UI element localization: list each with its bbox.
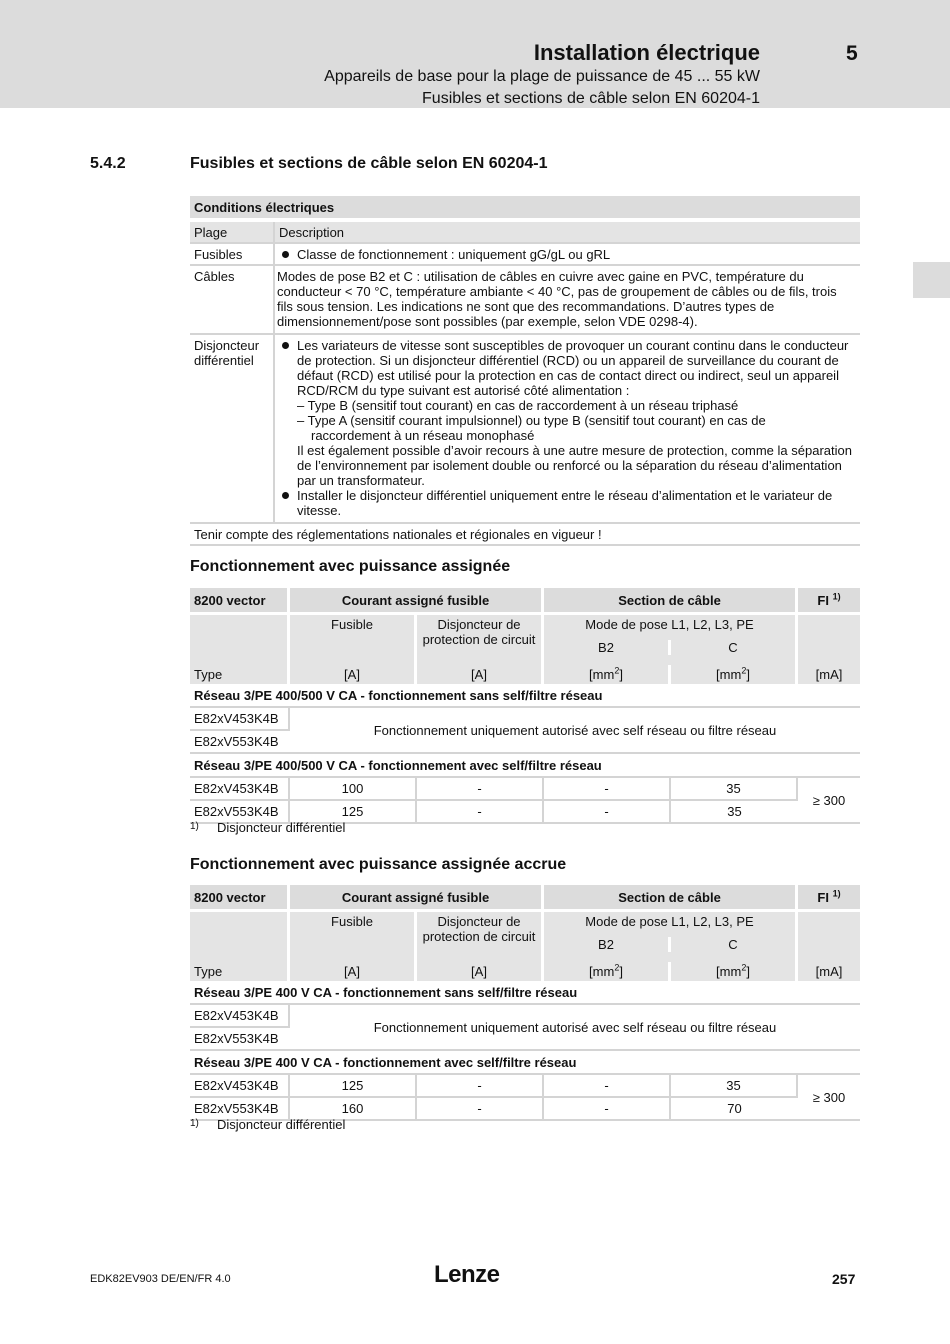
subhead-mode [544, 912, 798, 962]
unit-type: Type [190, 912, 290, 981]
subhead-breaker-label: Disjoncteur de protection de circuit [422, 914, 536, 944]
footnote-text: Disjoncteur différentiel [217, 820, 346, 835]
col-description: Description [275, 222, 860, 244]
unit-a: [A] [290, 665, 417, 684]
unit-sq: 2 [614, 665, 620, 676]
unit-a: [A] [290, 962, 417, 981]
unit-a: [A] [417, 962, 544, 981]
type-cell: E82xV553K4B [190, 801, 290, 824]
c-cell: 70 [671, 1098, 798, 1121]
conditions-table [190, 196, 860, 546]
unit-ma: [mA] [798, 665, 860, 684]
table-heading: Fonctionnement avec puissance assignée accrue [190, 856, 567, 873]
b2-cell: - [544, 778, 671, 801]
unit-mm2 [544, 962, 671, 981]
bullet-item: Installer le disjoncteur différentiel uniquement entre le réseau d’alimentation et le variateur de vitesse. [279, 488, 856, 518]
fi-cell: ≥ 300 [798, 1075, 860, 1121]
unit-bracket: ] [746, 964, 750, 979]
fuse-table-increased [190, 885, 860, 1121]
unit-mm-text: [mm [589, 964, 615, 979]
header-subtitle-2: Fusibles et sections de câble selon EN 60204-1 [422, 90, 760, 107]
breaker-cell: - [417, 801, 544, 824]
subhead-breaker-label: Disjoncteur de protection de circuit [422, 617, 536, 647]
subhead-fi-blank [798, 615, 860, 665]
subhead-mode-label: Mode de pose L1, L2, L3, PE [585, 617, 754, 632]
footnote-mark: 1) [190, 821, 199, 832]
lenze-logo: Lenze [434, 1261, 500, 1288]
unit-type: Type [190, 615, 290, 684]
page-number: 257 [832, 1271, 856, 1287]
row-rcd [190, 335, 860, 524]
col-fuse-current: Courant assigné fusible [290, 885, 544, 912]
subhead-b2: B2 [598, 937, 614, 952]
subhead-fi-blank [798, 912, 860, 962]
unit-ma: [mA] [798, 962, 860, 981]
document-id: EDK82EV903 DE/EN/FR 4.0 [90, 1273, 231, 1285]
subhead-b2: B2 [598, 640, 614, 655]
row-label [190, 335, 275, 524]
c-cell: 35 [671, 778, 798, 801]
row-fusibles [190, 244, 860, 266]
col-8200-vector: 8200 vector [190, 885, 290, 912]
unit-mm2 [544, 665, 671, 684]
fuse-table-rated [190, 588, 860, 824]
row-cables [190, 266, 860, 335]
fi-footnote-mark: 1) [832, 888, 841, 899]
rcd-label-line: différentiel [194, 353, 254, 368]
footnote-text: Disjoncteur différentiel [217, 1117, 346, 1132]
unit-sq: 2 [741, 665, 747, 676]
bullet-item: Classe de fonctionnement : uniquement gG/gL ou gRL [279, 247, 856, 262]
section-title: Fusibles et sections de câble selon EN 60204-1 [190, 155, 548, 172]
rcd-label-line: Disjoncteur [194, 338, 260, 353]
subhead-fuse-label: Fusible [331, 617, 373, 632]
chapter-number: 5 [846, 42, 858, 65]
unit-bracket: ] [746, 667, 750, 682]
col-cable-section: Section de câble [544, 588, 798, 615]
c-cell: 35 [671, 801, 798, 824]
fi-label: FI [817, 592, 829, 608]
fi-cell: ≥ 300 [798, 778, 860, 824]
subhead-fuse-label: Fusible [331, 914, 373, 929]
group-header: Réseau 3/PE 400/500 V CA - fonctionnement avec self/filtre réseau [190, 754, 860, 778]
chapter-side-tab [913, 262, 950, 298]
type-cell: E82xV553K4B [190, 1028, 290, 1051]
type-cell: E82xV553K4B [190, 731, 290, 754]
bullet-item: Les variateurs de vitesse sont susceptibles de provoquer un courant continu dans le conducteur de protection. Si un disjoncteur différentiel (RCD) ou un appareil de surveillance du courant de défaut (RCD) est utilisé pour la protection en cas de contact direct ou indirect, seul un appareil RCD/RCM du type suivant est autorisé côté alimentation : [279, 338, 856, 398]
row-label: Câbles [190, 266, 275, 335]
type-cell: E82xV453K4B [190, 708, 290, 731]
header-subtitle: Appareils de base pour la plage de puissance de 45 ... 55 kW [324, 68, 760, 85]
unit-mm2 [671, 665, 798, 684]
col-8200-vector: 8200 vector [190, 588, 290, 615]
breaker-cell: - [417, 1098, 544, 1121]
table-row [190, 1075, 860, 1098]
fi-label: FI [817, 889, 829, 905]
breaker-cell: - [417, 778, 544, 801]
unit-sq: 2 [741, 962, 747, 973]
subhead-breaker [417, 615, 544, 665]
dash-item: – Type B (sensitif tout courant) en cas de raccordement à un réseau triphasé [297, 398, 739, 413]
restriction-note: Fonctionnement uniquement autorisé avec self réseau ou filtre réseau [290, 1005, 860, 1051]
unit-mm2 [671, 962, 798, 981]
section-number: 5.4.2 [90, 155, 126, 172]
unit-mm-text: [mm [716, 667, 742, 682]
unit-a: [A] [417, 665, 544, 684]
col-fuse-current: Courant assigné fusible [290, 588, 544, 615]
dash-item-continued: raccordement à un réseau monophasé [311, 428, 535, 443]
unit-sq: 2 [614, 962, 620, 973]
b2-cell: - [544, 1075, 671, 1098]
unit-bracket: ] [619, 667, 623, 682]
fuse-cell: 100 [290, 778, 417, 801]
fuse-cell: 125 [290, 1075, 417, 1098]
type-cell: E82xV553K4B [190, 1098, 290, 1121]
type-cell: E82xV453K4B [190, 1075, 290, 1098]
b2-cell: - [544, 1098, 671, 1121]
breaker-cell: - [417, 1075, 544, 1098]
unit-bracket: ] [619, 964, 623, 979]
group-header: Réseau 3/PE 400 V CA - fonctionnement sans self/filtre réseau [190, 981, 860, 1005]
fuse-cell: 125 [290, 801, 417, 824]
dash-item: – Type A (sensitif courant impulsionnel) ou type B (sensitif tout courant) en cas de [297, 413, 766, 428]
chapter-title: Installation électrique [533, 40, 760, 65]
group-header: Réseau 3/PE 400 V CA - fonctionnement avec self/filtre réseau [190, 1051, 860, 1075]
subhead-breaker [417, 912, 544, 962]
fuse-cell: 160 [290, 1098, 417, 1121]
subhead-mode [544, 615, 798, 665]
subhead-mode-label: Mode de pose L1, L2, L3, PE [585, 914, 754, 929]
c-cell: 35 [671, 1075, 798, 1098]
footnote [190, 820, 346, 835]
col-fi [798, 588, 860, 615]
fi-footnote-mark: 1) [832, 591, 841, 602]
cables-text: Modes de pose B2 et C : utilisation de câbles en cuivre avec gaine en PVC, température du conducteur < 70 °C, température ambiante < 40 °C, pas de groupement de câbles ou de fils, trois fils sous tension. Les indications ne sont que des recommandations. D’autres types de dimensionnement/pose sont possibles (par exemple, selon VDE 0298-4). [275, 266, 860, 335]
subhead-fuse [290, 615, 417, 665]
rcd-extra-text: Il est également possible d’avoir recours à une autre mesure de protection, comme la séparation de l’environnement par isolement double ou renforcé ou la séparation du réseau d’alimentation par un transformateur. [297, 443, 852, 488]
unit-mm-text: [mm [589, 667, 615, 682]
unit-mm-text: [mm [716, 964, 742, 979]
col-fi [798, 885, 860, 912]
table-heading: Fonctionnement avec puissance assignée [190, 558, 511, 575]
b2-cell: - [544, 801, 671, 824]
col-cable-section: Section de câble [544, 885, 798, 912]
row-label: Fusibles [190, 244, 275, 266]
conditions-footer: Tenir compte des réglementations nationales et régionales en vigueur ! [190, 524, 860, 546]
conditions-heading: Conditions électriques [190, 196, 860, 222]
subhead-fuse [290, 912, 417, 962]
restriction-note: Fonctionnement uniquement autorisé avec self réseau ou filtre réseau [290, 708, 860, 754]
footnote [190, 1117, 346, 1132]
col-range: Plage [190, 222, 275, 244]
table-row [190, 778, 860, 801]
subhead-c: C [668, 640, 795, 655]
type-cell: E82xV453K4B [190, 1005, 290, 1028]
subhead-c: C [668, 937, 795, 952]
footnote-mark: 1) [190, 1118, 199, 1129]
type-cell: E82xV453K4B [190, 778, 290, 801]
group-header: Réseau 3/PE 400/500 V CA - fonctionnement sans self/filtre réseau [190, 684, 860, 708]
